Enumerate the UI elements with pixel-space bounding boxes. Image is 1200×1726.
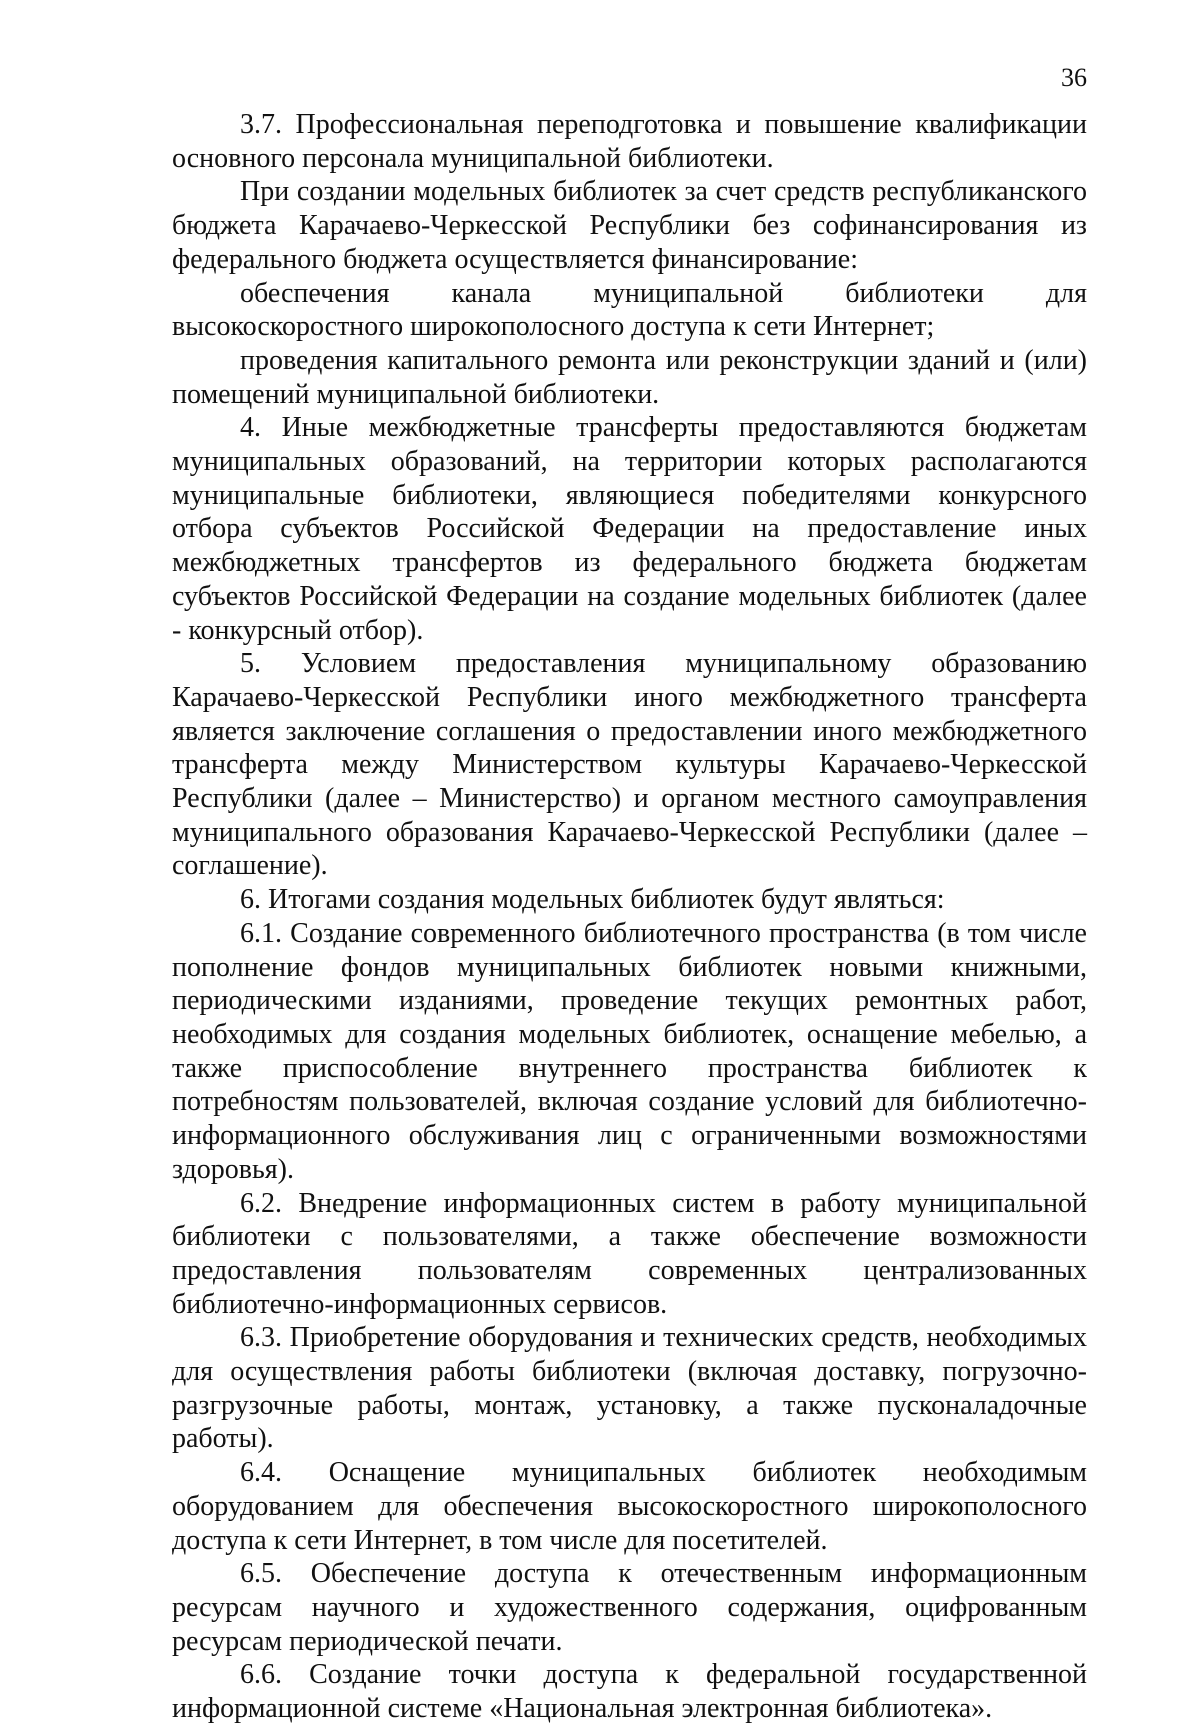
paragraph-5: 5. Условием предоставления муниципальному образованию Карачаево-Черкесской Республики иного межбюджетного трансферта является заключение соглашения о предоставлении иного межбюджетного трансферта между Министерством культуры Карачаево-Черкесской Республики (далее – Министерство) и органом местного самоуправления муниципального образования Карачаево-Черкесской Республики (далее –соглашение). <box>172 648 1087 882</box>
paragraph-6-1: 6.1. Создание современного библиотечного пространства (в том числе пополнение фондов муниципальных библиотек новыми книжными, периодическими изданиями, проведение текущих ремонтных работ, необходимых для создания модельных библиотек, оснащение мебелью, а также приспособление внутреннего пространства библиотек к потребностям пользователей, включая создание условий для библиотечно-информационного обслуживания лиц с ограниченными возможностями здоровья). <box>172 917 1087 1185</box>
paragraph-6-4: 6.4. Оснащение муниципальных библиотек необходимым оборудованием для обеспечения высокоскоростного широкополосного доступа к сети Интернет, в том числе для посетителей. <box>172 1457 1087 1556</box>
paragraph-4: 4. Иные межбюджетные трансферты предоставляются бюджетам муниципальных образований, на территории которых располагаются муниципальные библиотеки, являющиеся победителями конкурсного отбора субъектов Российской Федерации на предоставление иных межбюджетных трансфертов из федерального бюджета бюджетам субъектов Российской Федерации на создание модельных библиотек (далее - конкурсный отбор). <box>172 412 1087 646</box>
page-number: 36 <box>1061 63 1087 92</box>
paragraph-6-2: 6.2. Внедрение информационных систем в работу муниципальной библиотеки с пользователями, а также обеспечение возможности предоставления пользователям современных централизованных библиотечно-информационных сервисов. <box>172 1187 1087 1320</box>
paragraph-6-3: 6.3. Приобретение оборудования и технических средств, необходимых для осуществления работы библиотеки (включая доставку, погрузочно-разгрузочные работы, монтаж, установку, а также пусконаладочные работы). <box>172 1322 1087 1455</box>
paragraph-6-6: 6.6. Создание точки доступа к федеральной государственной информационной системе «Национальная электронная библиотека». <box>172 1659 1087 1725</box>
paragraph-6: 6. Итогами создания модельных библиотек будут являться: <box>240 884 945 916</box>
paragraph-capital-repair: проведения капитального ремонта или реконструкции зданий и (или) помещений муниципальной библиотеки. <box>172 344 1087 410</box>
paragraph-internet-channel: обеспечения канала муниципальной библиотеки для высокоскоростного широкополосного доступа к сети Интернет; <box>172 277 1087 343</box>
paragraph-3-7: 3.7. Профессиональная переподготовка и повышение квалификации основного персонала муниципальной библиотеки. <box>172 109 1087 174</box>
paragraph-financing-intro: При создании модельных библиотек за счет средств республиканского бюджета Карачаево-Черкесской Республики без софинансирования из федерального бюджета осуществляется финансирование: <box>172 176 1087 275</box>
document-body <box>172 108 1087 1726</box>
paragraph-6-5: 6.5. Обеспечение доступа к отечественным информационным ресурсам научного и художественного содержания, оцифрованным ресурсам периодической печати. <box>172 1558 1087 1657</box>
